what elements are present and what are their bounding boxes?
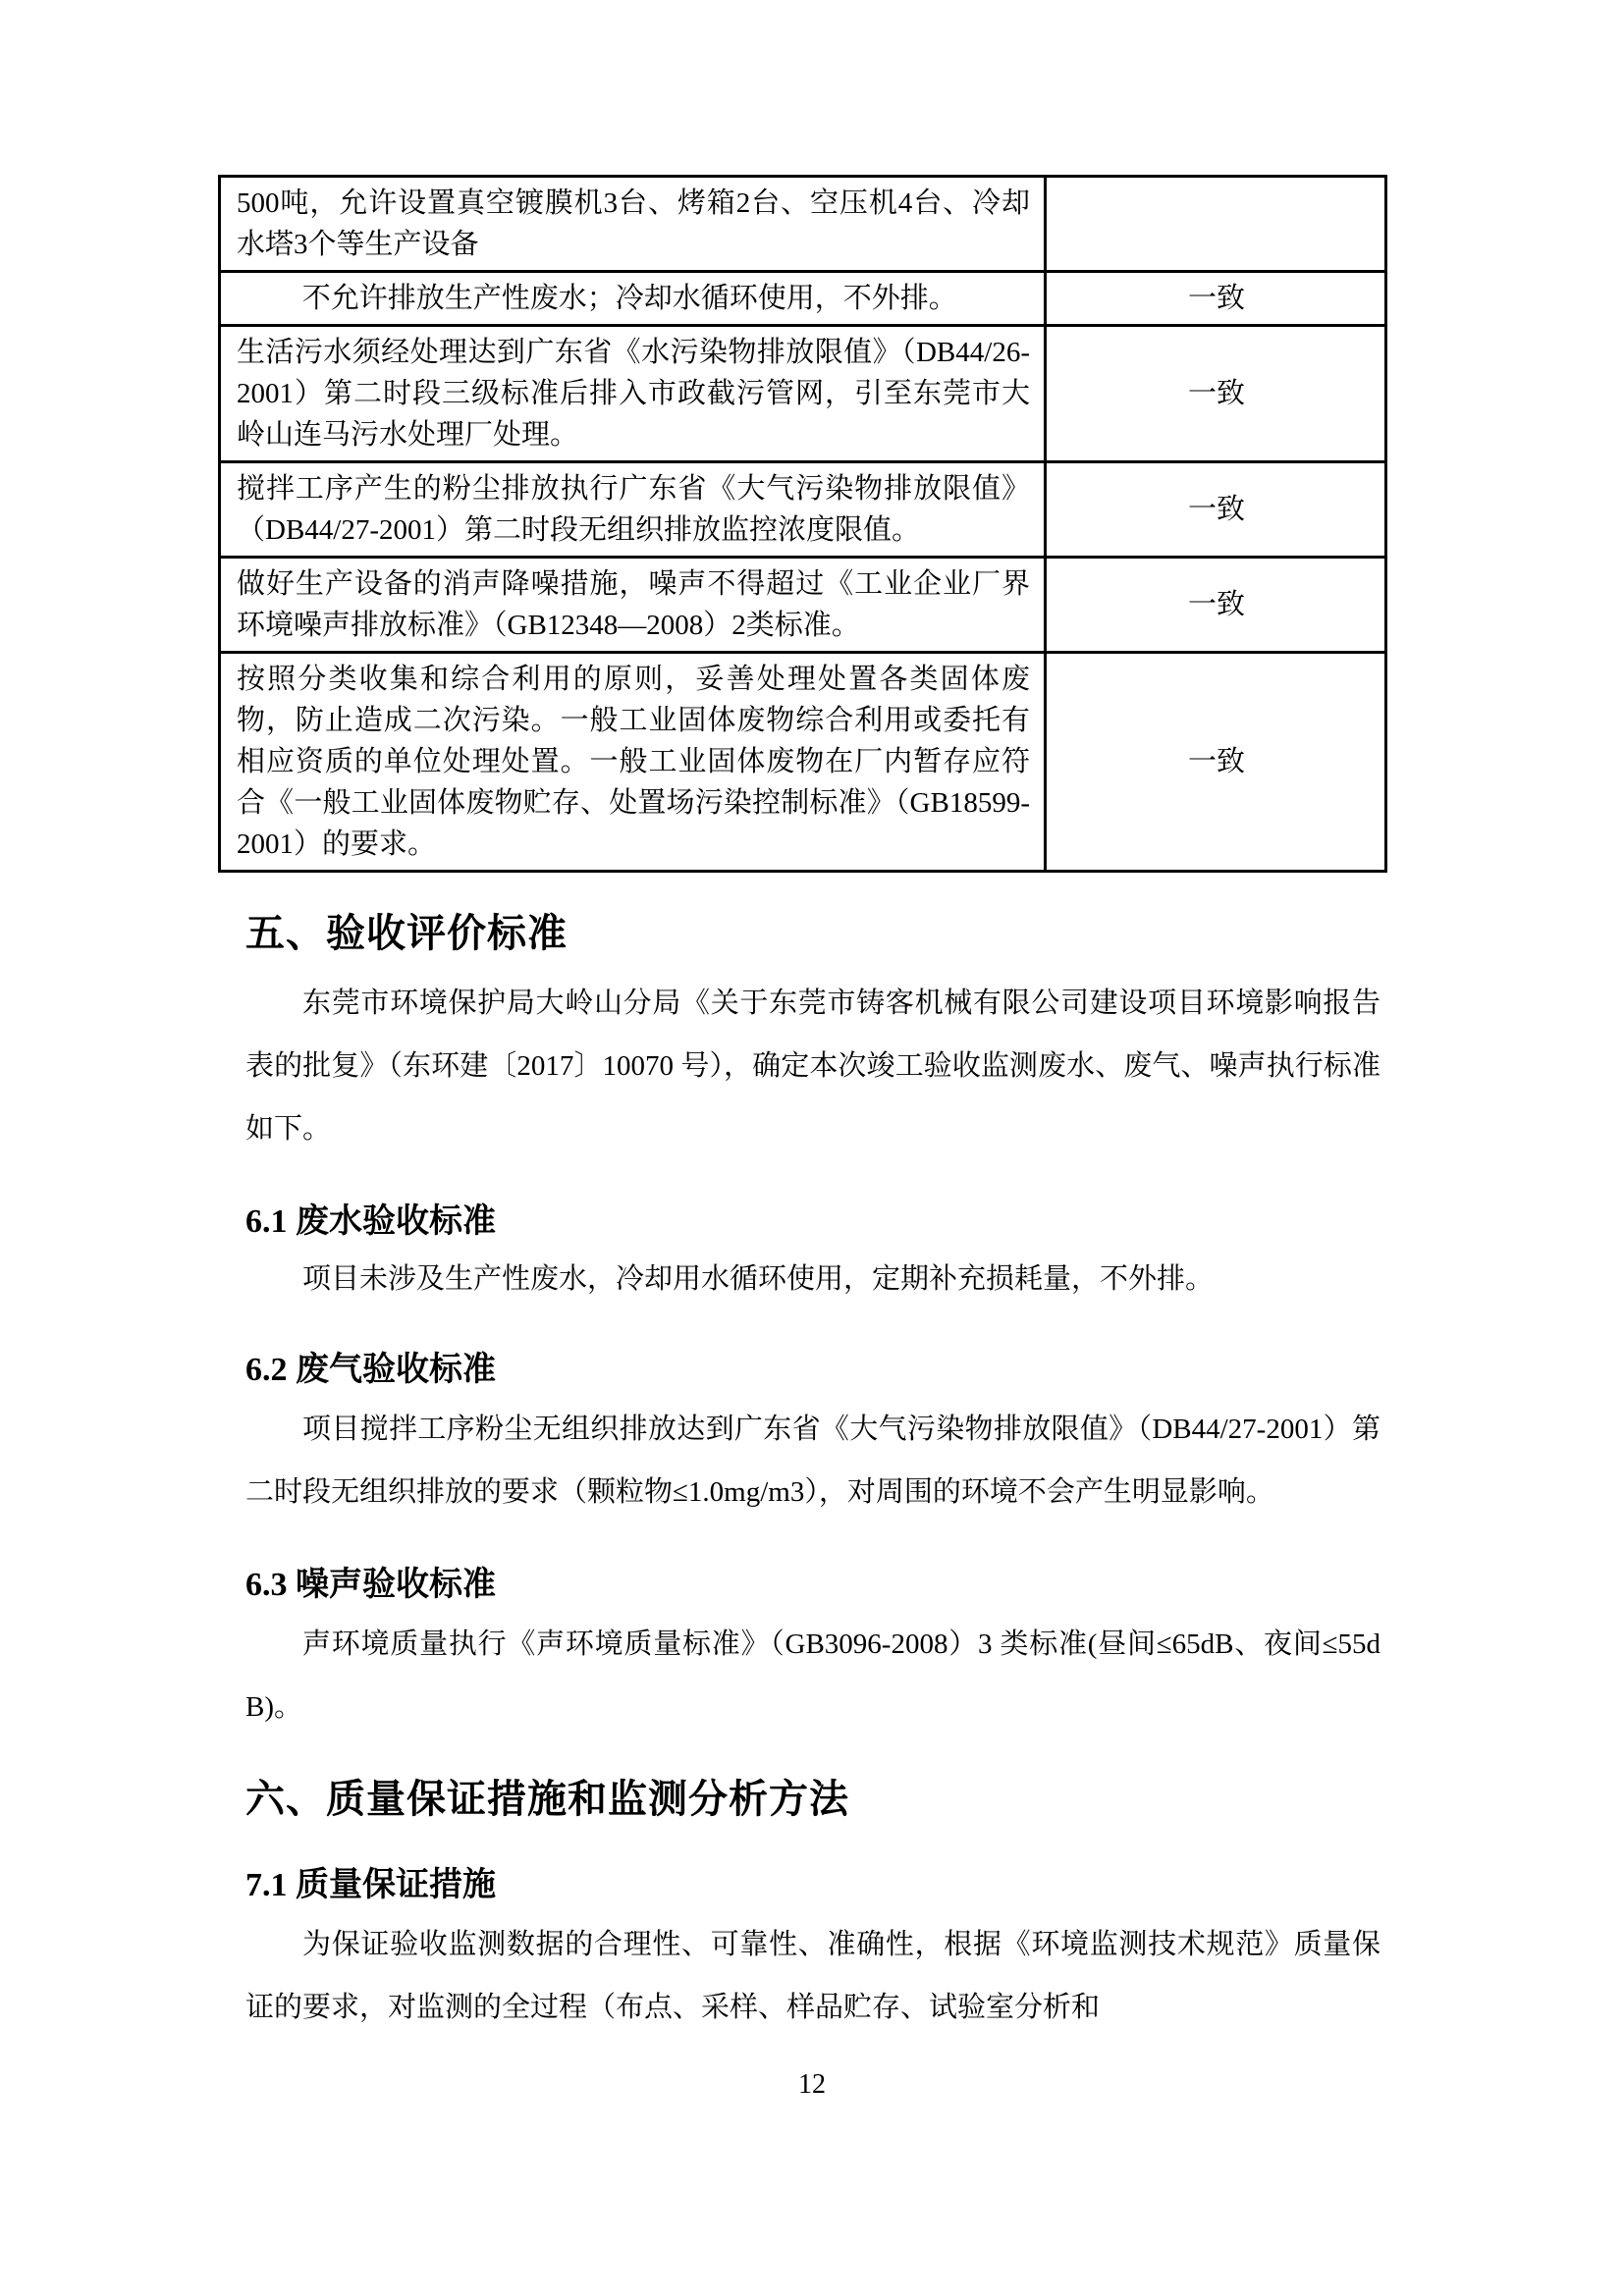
- section-heading-5: 五、验收评价标准: [245, 911, 568, 955]
- table-row: [220, 462, 1386, 558]
- conformity-cell: 一致: [1046, 272, 1386, 326]
- subsection-heading-6-3: 6.3 噪声验收标准: [245, 1567, 496, 1603]
- subsection-heading-6-1: 6.1 废水验收标准: [245, 1203, 496, 1240]
- subsection-7-1-paragraph: 为保证验收监测数据的合理性、可靠性、准确性，根据《环境监测技术规范》质量保证的要求，对监测的全过程（布点、采样、样品贮存、试验室分析和: [245, 1929, 1380, 2023]
- subsection-heading-7-1: 7.1 质量保证措施: [245, 1867, 496, 1903]
- requirement-cell: 500吨，允许设置真空镀膜机3台、烤箱2台、空压机4台、冷却水塔3个等生产设备: [220, 177, 1046, 272]
- table-row: [220, 558, 1386, 653]
- table-row: [220, 272, 1386, 326]
- subsection-heading-6-2: 6.2 废气验收标准: [245, 1352, 496, 1388]
- conformity-cell: 一致: [1046, 558, 1386, 653]
- section-heading-6: 六、质量保证措施和监测分析方法: [245, 1777, 849, 1821]
- compliance-table: [218, 175, 1387, 873]
- subsection-6-1-paragraph: 项目未涉及生产性废水，冷却用水循环使用，定期补充损耗量，不外排。: [302, 1263, 1215, 1295]
- requirement-cell: 做好生产设备的消声降噪措施，噪声不得超过《工业企业厂界环境噪声排放标准》（GB12348—2008）2类标准。: [220, 558, 1046, 653]
- requirement-cell: 生活污水须经处理达到广东省《水污染物排放限值》（DB44/26-2001）第二时段三级标准后排入市政截污管网，引至东莞市大岭山连马污水处理厂处理。: [220, 326, 1046, 462]
- conformity-cell: 一致: [1046, 326, 1386, 462]
- page-number: 12: [798, 2069, 826, 2100]
- subsection-6-2-paragraph: 项目搅拌工序粉尘无组织排放达到广东省《大气污染物排放限值》（DB44/27-2001）第二时段无组织排放的要求（颗粒物≤1.0mg/m3），对周围的环境不会产生明显影响。: [245, 1414, 1380, 1508]
- table-row: [220, 653, 1386, 872]
- table-row: [220, 326, 1386, 462]
- section-5-paragraph: 东莞市环境保护局大岭山分局《关于东莞市铸客机械有限公司建设项目环境影响报告表的批复》（东环建〔2017〕10070 号），确定本次竣工验收监测废水、废气、噪声执行标准如下。: [245, 988, 1380, 1145]
- page-content: [237, 175, 1380, 2045]
- table-row: [220, 177, 1386, 272]
- conformity-cell: 一致: [1046, 653, 1386, 872]
- conformity-cell: [1046, 177, 1386, 272]
- conformity-cell: 一致: [1046, 462, 1386, 558]
- requirement-cell: 按照分类收集和综合利用的原则，妥善处理处置各类固体废物，防止造成二次污染。一般工业固体废物综合利用或委托有相应资质的单位处理处置。一般工业固体废物在厂内暂存应符合《一般工业固体废物贮存、处置场污染控制标准》（GB18599-2001）的要求。: [220, 653, 1046, 872]
- requirement-cell: 搅拌工序产生的粉尘排放执行广东省《大气污染物排放限值》（DB44/27-2001）第二时段无组织排放监控浓度限值。: [220, 462, 1046, 558]
- requirement-cell: 不允许排放生产性废水；冷却水循环使用，不外排。: [220, 272, 1046, 326]
- subsection-6-3-paragraph: 声环境质量执行《声环境质量标准》（GB3096-2008）3 类标准(昼间≤65dB、夜间≤55dB)。: [245, 1629, 1380, 1723]
